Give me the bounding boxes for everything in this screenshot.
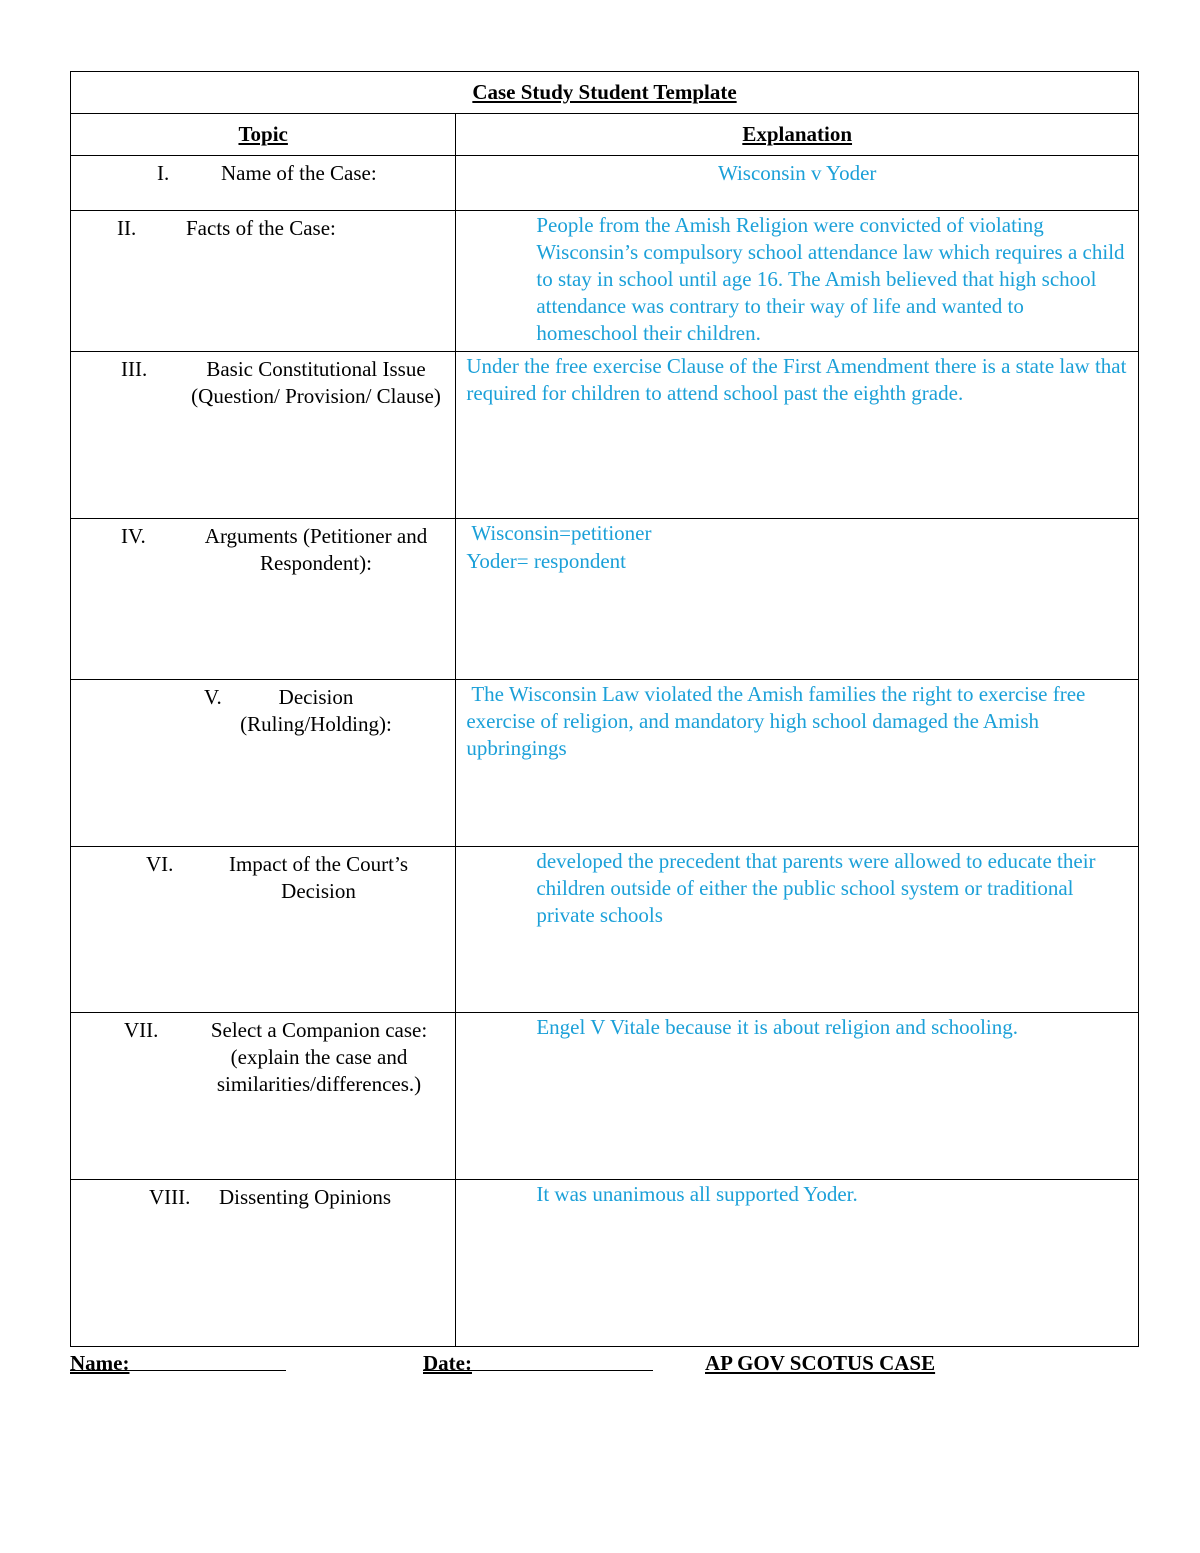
answer-text: Wisconsin v Yoder <box>717 161 877 185</box>
name-label: Name: <box>70 1351 130 1375</box>
row-number: VIII. <box>149 1185 191 1209</box>
topic-cell-8 <box>71 1180 456 1347</box>
row-number: III. <box>121 357 148 381</box>
row-label: Basic Constitutional Issue (Question/ Provision/ Clause) <box>191 357 441 408</box>
form-title: Case Study Student Template <box>71 72 1139 114</box>
answer-cell-6 <box>456 847 1139 1013</box>
date-blank[interactable] <box>423 1350 653 1371</box>
row-number: II. <box>117 216 137 240</box>
answer-text: Under the free exercise Clause of the First Amendment there is a state law that required for children to attend school past the eighth grade. <box>466 354 1127 405</box>
answer-text: developed the precedent that parents were allowed to educate their children outside of either the public school system or traditional private schools <box>536 849 1096 927</box>
topic-cell-1 <box>71 156 456 211</box>
row-label: Select a Companion case: (explain the case and similarities/differences.) <box>210 1018 428 1096</box>
row-label: Decision (Ruling/Holding): <box>240 685 392 736</box>
answer-line: Wisconsin=petitioner <box>471 521 652 545</box>
answer-cell-2 <box>456 211 1139 352</box>
topic-cell-6 <box>71 847 456 1013</box>
answer-cell-1 <box>456 156 1139 211</box>
row-label: Arguments (Petitioner and Respondent): <box>204 524 428 575</box>
row-number: I. <box>157 161 170 185</box>
topic-header: Topic <box>71 114 456 156</box>
explanation-header: Explanation <box>456 114 1139 156</box>
topic-cell-3 <box>71 352 456 519</box>
topic-cell-7 <box>71 1013 456 1180</box>
answer-cell-7 <box>456 1013 1139 1180</box>
answer-line: Yoder= respondent <box>466 549 626 573</box>
row-label: Impact of the Court’s Decision <box>228 852 409 903</box>
form-footer <box>70 1350 1139 1378</box>
row-number: VI. <box>146 852 174 876</box>
row-number: VII. <box>124 1018 159 1042</box>
answer-text: The Wisconsin Law violated the Amish families the right to exercise free exercise of religion, and mandatory high school damaged the Amish upbringings <box>466 682 1086 760</box>
answer-cell-5 <box>456 680 1139 847</box>
topic-cell-4 <box>71 519 456 680</box>
case-study-form <box>70 71 1139 1347</box>
name-blank[interactable] <box>70 1350 286 1371</box>
case-study-table <box>70 71 1139 1347</box>
answer-cell-8 <box>456 1180 1139 1347</box>
row-label: Facts of the Case: <box>186 216 336 240</box>
row-number: V. <box>204 685 222 709</box>
answer-cell-3 <box>456 352 1139 519</box>
topic-cell-5 <box>71 680 456 847</box>
course-label: AP GOV SCOTUS CASE <box>705 1351 936 1375</box>
answer-cell-4 <box>456 519 1139 680</box>
answer-text: Engel V Vitale because it is about religion and schooling. <box>536 1015 1019 1039</box>
date-label: Date: <box>423 1351 472 1375</box>
answer-text: It was unanimous all supported Yoder. <box>536 1182 858 1206</box>
topic-cell-2 <box>71 211 456 352</box>
row-label: Dissenting Opinions <box>219 1185 392 1209</box>
row-label: Name of the Case: <box>221 161 377 185</box>
row-number: IV. <box>121 524 146 548</box>
answer-text: People from the Amish Religion were convicted of violating Wisconsin’s compulsory school attendance law which requires a child to stay in school until age 16. The Amish believed that high school attendance was contrary to their way of life and wanted to homeschool their children. <box>536 213 1125 345</box>
